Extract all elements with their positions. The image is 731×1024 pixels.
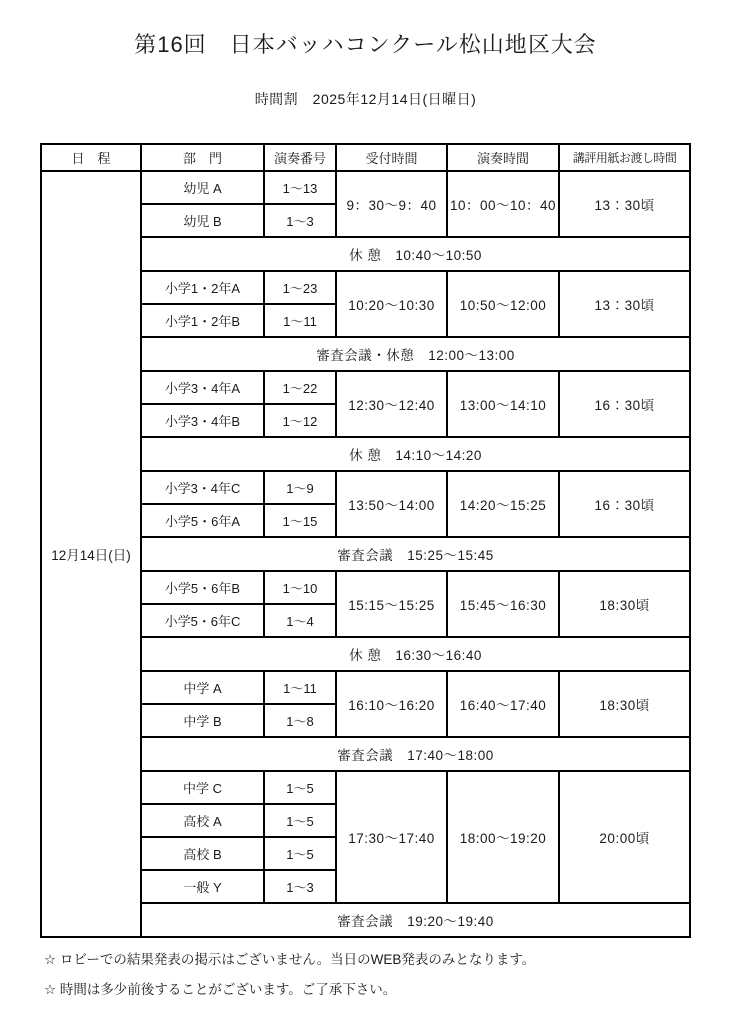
reception-time-cell: 13:50～14:00 — [336, 471, 447, 537]
division-cell: 小学3・4年C — [141, 471, 264, 504]
performance-time-cell: 10:50～12:00 — [447, 271, 559, 337]
reception-time-cell: 12:30～12:40 — [336, 371, 447, 437]
division-cell: 中学 A — [141, 671, 264, 704]
numbers-cell: 1～3 — [264, 204, 336, 237]
numbers-cell: 1～3 — [264, 870, 336, 903]
numbers-cell: 1～5 — [264, 837, 336, 870]
note-line: ☆ ロビーでの結果発表の掲示はございません。当日のWEB発表のみとなります。 — [44, 952, 536, 967]
numbers-cell: 1～23 — [264, 271, 336, 304]
footer-notes — [44, 945, 535, 1005]
division-cell: 中学 C — [141, 771, 264, 804]
handout-time-cell: 18:30頃 — [559, 671, 690, 737]
numbers-cell: 1～13 — [264, 171, 336, 204]
division-cell: 一般 Y — [141, 870, 264, 903]
performance-time-cell: 14:20～15:25 — [447, 471, 559, 537]
break-cell: 審査会議 19:20～19:40 — [141, 903, 690, 937]
header-division: 部 門 — [141, 144, 264, 171]
page-title: 第16回 日本バッハコンクール松山地区大会 — [134, 32, 597, 57]
numbers-cell: 1～12 — [264, 404, 336, 437]
handout-time-cell: 16：30頃 — [559, 371, 690, 437]
numbers-cell: 1～10 — [264, 571, 336, 604]
reception-time-cell: 17:30～17:40 — [336, 771, 447, 903]
numbers-cell: 1～8 — [264, 704, 336, 737]
schedule-body — [41, 171, 690, 937]
break-cell: 審査会議 17:40～18:00 — [141, 737, 690, 771]
division-cell: 小学5・6年A — [141, 504, 264, 537]
break-cell: 休 憩 10:40～10:50 — [141, 237, 690, 271]
handout-time-cell: 18:30頃 — [559, 571, 690, 637]
division-cell: 小学3・4年A — [141, 371, 264, 404]
date-cell: 12月14日(日) — [41, 171, 141, 937]
header-row — [41, 144, 690, 171]
division-cell: 高校 A — [141, 804, 264, 837]
break-cell: 審査会議・休憩 12:00～13:00 — [141, 337, 690, 371]
division-cell: 小学1・2年A — [141, 271, 264, 304]
reception-time-cell: 9：30～9：40 — [336, 171, 447, 237]
numbers-cell: 1～11 — [264, 304, 336, 337]
performance-time-cell: 15:45～16:30 — [447, 571, 559, 637]
division-cell: 高校 B — [141, 837, 264, 870]
header-performance-number: 演奏番号 — [264, 144, 336, 171]
header-performance-time: 演奏時間 — [447, 144, 559, 171]
note-line: ☆ 時間は多少前後することがございます。ご了承下さい。 — [44, 982, 397, 997]
division-cell: 小学3・4年B — [141, 404, 264, 437]
schedule-entry-row — [41, 171, 690, 204]
break-cell: 審査会議 15:25～15:45 — [141, 537, 690, 571]
division-cell: 幼児 B — [141, 204, 264, 237]
numbers-cell: 1～22 — [264, 371, 336, 404]
handout-time-cell: 13：30頃 — [559, 171, 690, 237]
numbers-cell: 1～9 — [264, 471, 336, 504]
handout-time-cell: 16：30頃 — [559, 471, 690, 537]
numbers-cell: 1～11 — [264, 671, 336, 704]
performance-time-cell: 10：00～10：40 — [447, 171, 559, 237]
division-cell: 小学1・2年B — [141, 304, 264, 337]
numbers-cell: 1～5 — [264, 771, 336, 804]
handout-time-cell: 20:00頃 — [559, 771, 690, 903]
performance-time-cell: 18:00～19:20 — [447, 771, 559, 903]
division-cell: 小学5・6年B — [141, 571, 264, 604]
numbers-cell: 1～5 — [264, 804, 336, 837]
break-cell: 休 憩 16:30～16:40 — [141, 637, 690, 671]
reception-time-cell: 10:20～10:30 — [336, 271, 447, 337]
numbers-cell: 1～15 — [264, 504, 336, 537]
performance-time-cell: 13:00～14:10 — [447, 371, 559, 437]
division-cell: 中学 B — [141, 704, 264, 737]
division-cell: 小学5・6年C — [141, 604, 264, 637]
header-date: 日 程 — [41, 144, 141, 171]
header-handout-time: 講評用紙お渡し時間 — [559, 144, 690, 171]
reception-time-cell: 16:10～16:20 — [336, 671, 447, 737]
header-reception-time: 受付時間 — [336, 144, 447, 171]
performance-time-cell: 16:40～17:40 — [447, 671, 559, 737]
division-cell: 幼児 A — [141, 171, 264, 204]
handout-time-cell: 13：30頃 — [559, 271, 690, 337]
reception-time-cell: 15:15～15:25 — [336, 571, 447, 637]
schedule-header — [41, 144, 690, 171]
break-cell: 休 憩 14:10～14:20 — [141, 437, 690, 471]
schedule-table — [40, 143, 691, 938]
page-subtitle: 時間割 2025年12月14日(日曜日) — [254, 91, 477, 107]
numbers-cell: 1～4 — [264, 604, 336, 637]
